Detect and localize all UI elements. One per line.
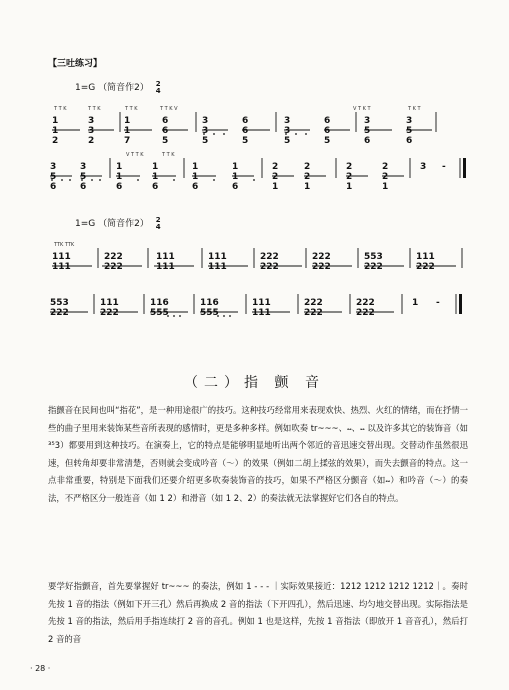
measure-note: 6 6 5: [324, 116, 331, 146]
measure-note: 3 5 6: [364, 116, 371, 146]
measure-note: 3 5 6: [80, 162, 87, 192]
measure-note: 2 2 1: [382, 162, 389, 192]
measure-note: 111 111: [208, 252, 227, 272]
measure-note: 1 1 6: [116, 162, 123, 192]
measure-note: 3 3 2: [88, 116, 95, 146]
svg-text:T T K: T T K: [162, 152, 175, 158]
measure-note: 116 555: [200, 298, 219, 318]
paragraph-2: 要学好指颤音，首先要掌握好 tr~~~ 的奏法，例如 1 - - - ｜实际效果接近：1212 1212 1212 1212｜。奏时先按 1 音的指法（例如下开三孔）然后再换成 2 音的指法（下开四孔），然后迅速、均匀地交替出现。实际指法是先按 1 音的指法，然后用手指连续打 2 音的音孔。例如 1 也是这样，先按 1 音指法（即放开 1 音音孔），然后打 2 音的音: [48, 581, 468, 644]
exercise2-key: 1=G: [75, 219, 96, 229]
exercise2-note: （简音作2）: [98, 219, 149, 229]
paragraph-1: 指颤音在民间也叫“指花”，是一种用途很广的技巧。这种技巧经常用来表现欢快、热烈、火红的情绪，而在抒情一些的曲子里用来装饰某些音所表现的感情时，更是多种多样。例如吹奏 tr~~~、𝆗、𝆘 以及许多其它的装饰音（如 ³⁵3）都要用到这种技巧。在演奏上，它的特点是能够明显地听出两个邻近的音迅速交替出现。交替动作虽然很迅速，但转角却要非常清楚，否则就会变成吟音（～）的效果（例如二胡上揉弦的效果），而失去颤音的特点。这一点非常重要，特别是下面我们还要介绍更多吹奏装饰音的技巧，如果不严格区分颤音（如𝆗）和吟音（～）的奏法，不严格区分一般连音（如 1 2）和滑音（如 1 2、2）的奏法就无法掌握好它们各自的特点。: [48, 405, 468, 503]
measure-note: 6 6 5: [242, 116, 249, 146]
measure-note: 1 1 7: [124, 116, 131, 146]
measure-note: 553 222: [50, 298, 69, 318]
exercise1-key: 1=G: [75, 83, 96, 93]
staff-graphics: [48, 102, 468, 146]
staff-graphics: [48, 148, 468, 192]
measure-dash: -: [442, 162, 446, 172]
measure-note: 116 555: [150, 298, 169, 318]
svg-text:T K T: T K T: [408, 106, 421, 112]
measure-note: 3 3 5: [202, 116, 209, 146]
exercise1-time-signature: [156, 81, 161, 95]
measure-note: 1 1 6: [192, 162, 199, 192]
exercise2-staff-line1: [48, 238, 468, 282]
measure-note: 6 6 5: [162, 116, 169, 146]
svg-text:T T K: T T K: [54, 106, 67, 112]
section-label: 【三吐练习】: [48, 59, 103, 69]
measure-note: 1 1 6: [152, 162, 159, 192]
exercise2-staff-line2: [48, 284, 468, 328]
exercise2-time-top: 2: [155, 215, 161, 224]
measure-note: 222 222: [260, 252, 279, 272]
exercise2-key-line: [75, 216, 161, 231]
exercise2-time-bottom: 4: [155, 222, 161, 231]
measure-note: 111 111: [156, 252, 175, 272]
measure-note: 111 111: [252, 298, 271, 318]
measure-note: 2 2 1: [304, 162, 311, 192]
exercise1-note: （简音作2）: [98, 83, 149, 93]
measure-note: 111 222: [100, 298, 119, 318]
measure-note: 1 1 2: [52, 116, 59, 146]
measure-note: 553 222: [364, 252, 383, 272]
measure-note: 1 1 6: [232, 162, 239, 192]
measure-note: 222 222: [304, 298, 323, 318]
measure-note: 2 2 1: [272, 162, 279, 192]
measure-note: 3: [420, 162, 427, 172]
page-number: · 28 ·: [30, 664, 51, 673]
svg-text:V T T K: V T T K: [126, 152, 144, 158]
section-heading: （二）指 颤 音: [184, 375, 325, 391]
svg-text:T T K: T T K: [125, 106, 138, 112]
measure-note: 1: [412, 298, 419, 308]
exercise1-staff-line1: [48, 102, 468, 146]
measure-dash: -: [436, 298, 440, 308]
exercise1-time-bottom: 4: [155, 86, 161, 95]
exercise1-key-line: [75, 80, 161, 95]
exercise1-time-top: 2: [155, 79, 161, 88]
measure-note: 222 222: [312, 252, 331, 272]
svg-text:V T K T: V T K T: [353, 106, 371, 112]
measure-note: 3 5 6: [406, 116, 413, 146]
svg-text:TTK TTK: TTK TTK: [54, 242, 75, 248]
measure-note: 3 5 6: [50, 162, 57, 192]
measure-note: 2 2 1: [346, 162, 353, 192]
measure-note: 111 111: [52, 252, 71, 272]
measure-note: 222 222: [104, 252, 123, 272]
measure-note: 3 3 5: [284, 116, 291, 146]
svg-text:T T K: T T K: [88, 106, 101, 112]
svg-text:T T K V: T T K V: [160, 106, 178, 112]
measure-note: 222 222: [356, 298, 375, 318]
exercise1-staff-line2: [48, 148, 468, 192]
exercise2-time-signature: [156, 217, 161, 231]
measure-note: 111 222: [416, 252, 435, 272]
